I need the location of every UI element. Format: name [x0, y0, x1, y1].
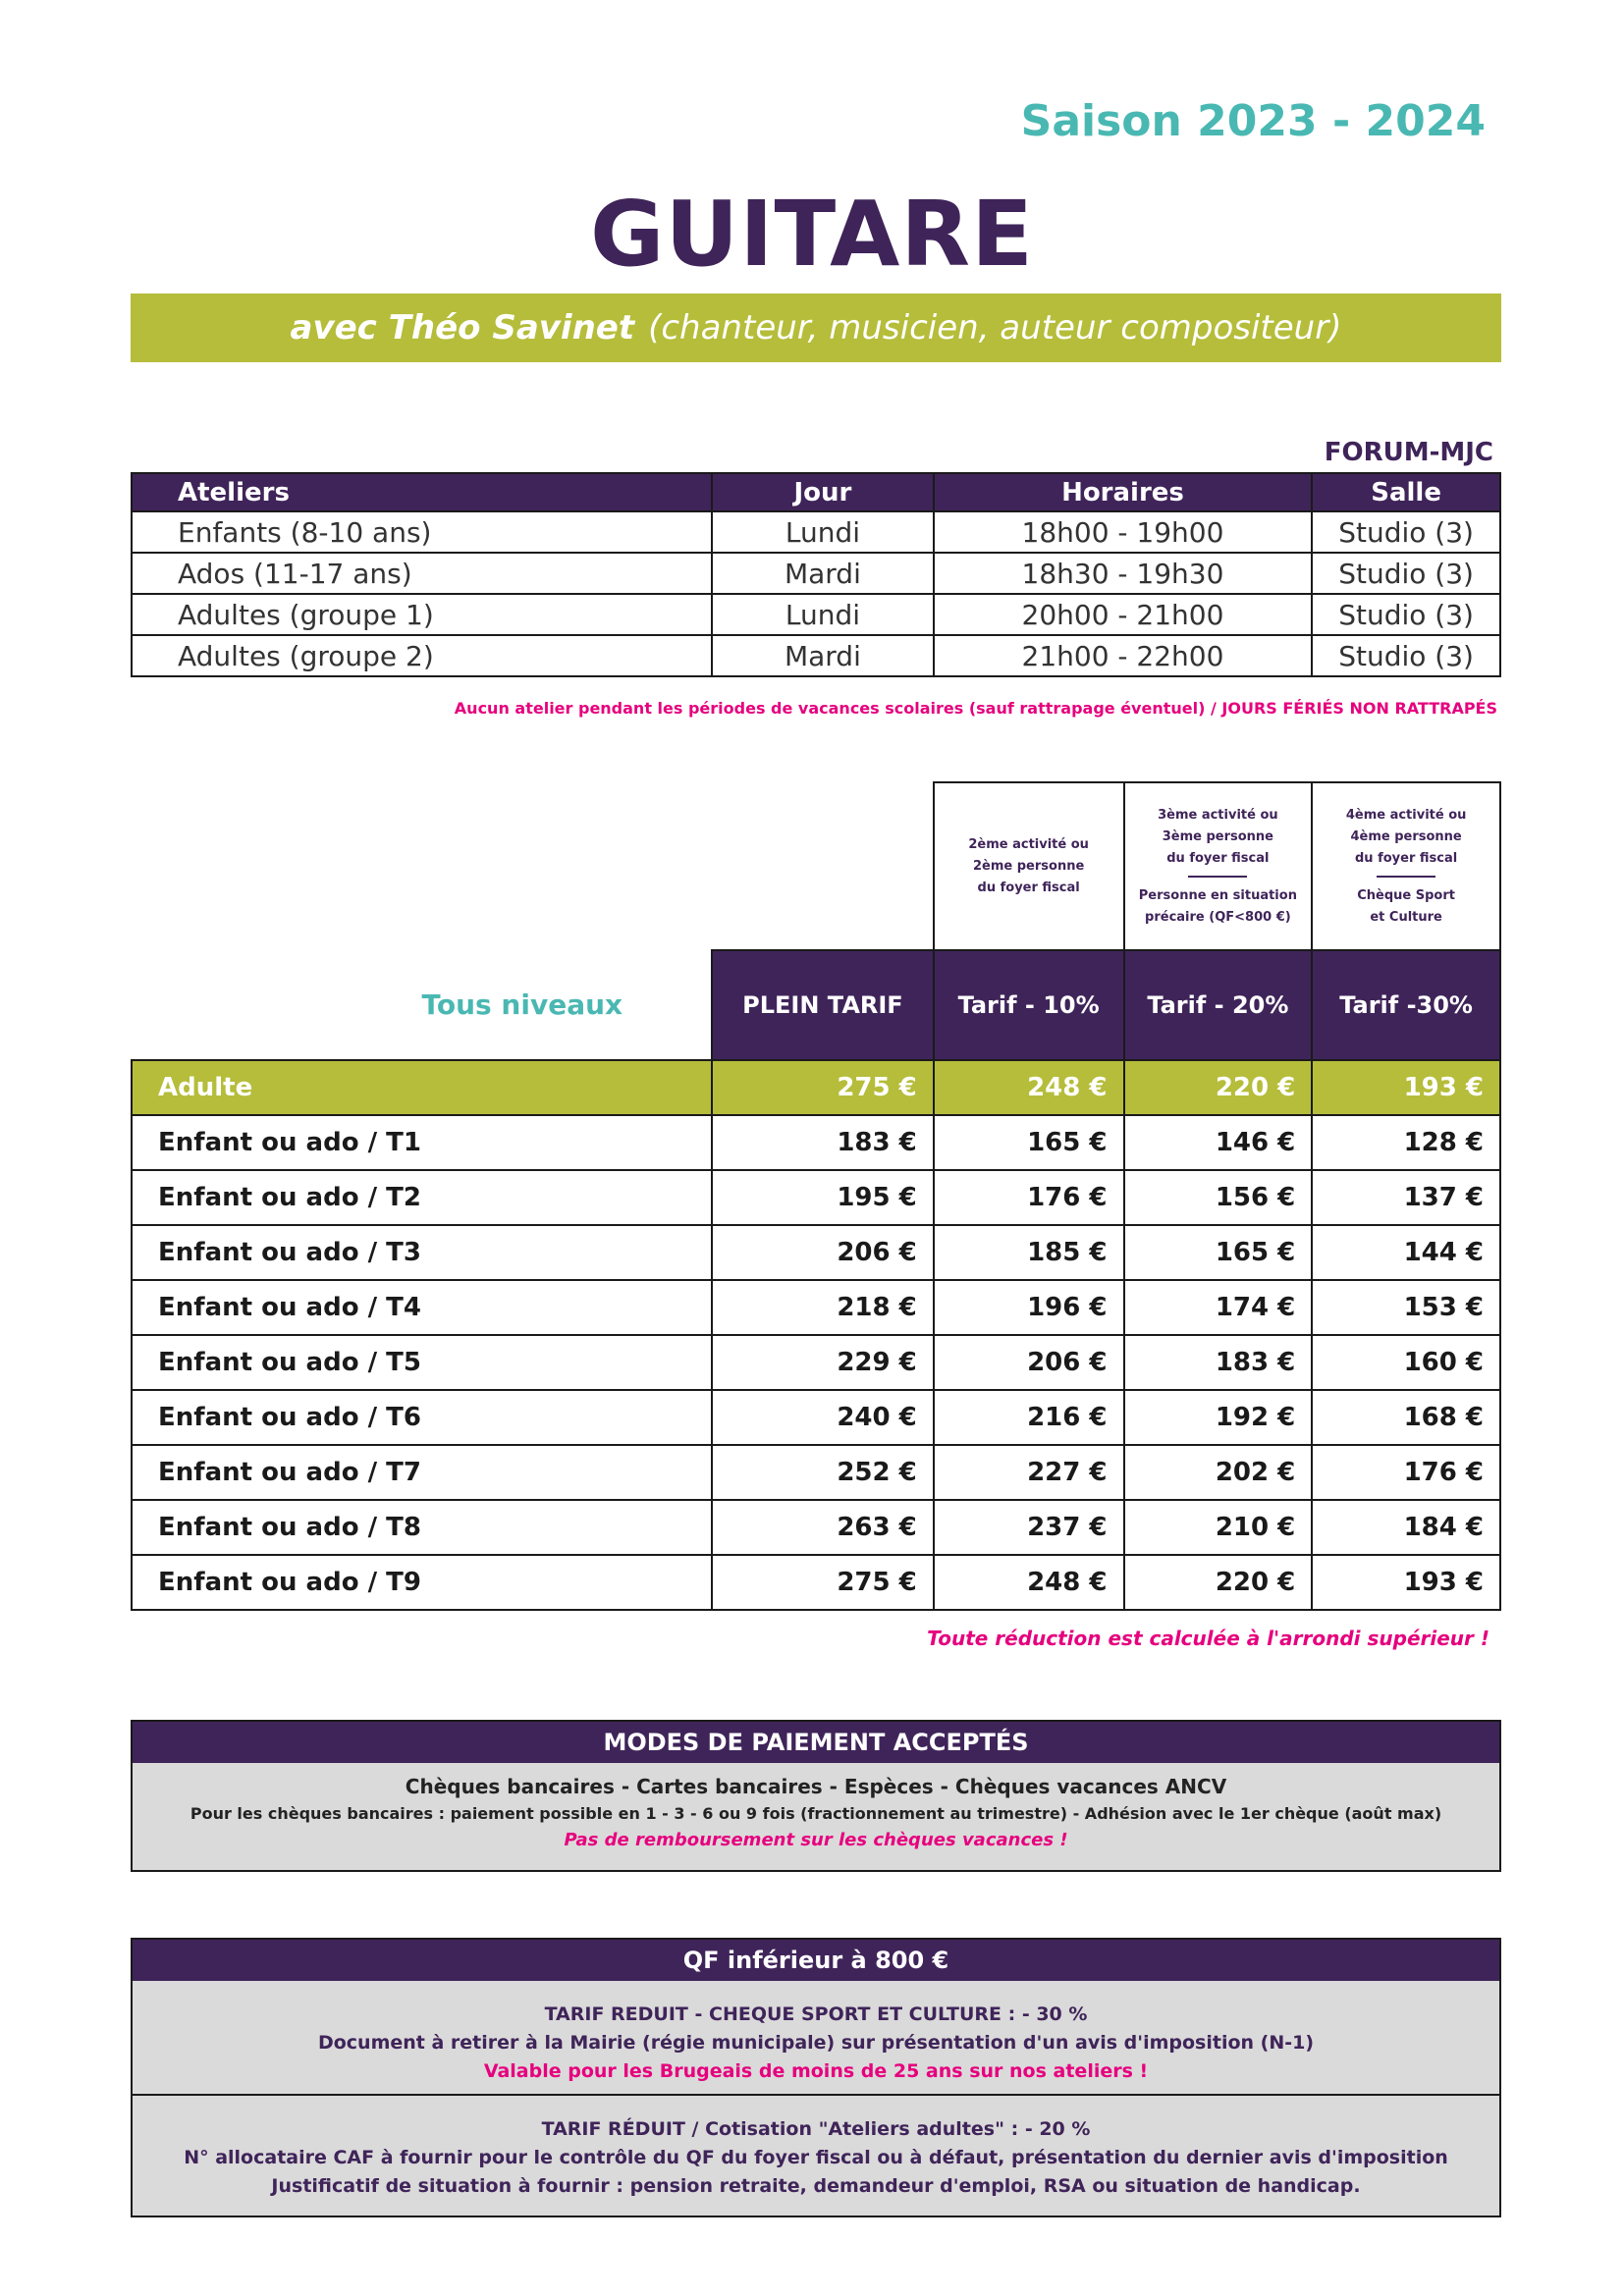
price-cell: 156 € [1124, 1170, 1313, 1225]
day-cell: Lundi [712, 511, 934, 553]
caption-10: 2ème activité ou 2ème personne du foyer fiscal [934, 782, 1124, 950]
table-row [132, 635, 1500, 676]
holidays-note: Aucun atelier pendant les périodes de vacances scolaires (sauf rattrapage éventuel) / JOURS FÉRIÉS NON RATTRAPÉS [454, 699, 1497, 718]
caption-divider [1188, 876, 1247, 878]
payment-warning: Pas de remboursement sur les chèques vacances ! [564, 1830, 1068, 1850]
price-cell: 165 € [1124, 1225, 1313, 1280]
schedule-header-row [132, 473, 1500, 511]
price-cell: 202 € [1124, 1445, 1313, 1500]
row-label: Enfant ou ado / T4 [132, 1280, 712, 1335]
price-cell: 176 € [934, 1170, 1124, 1225]
atelier-cell: Adultes (groupe 1) [132, 594, 712, 635]
table-row [132, 511, 1500, 553]
level-label: Tous niveaux [421, 988, 623, 1021]
qf-adults: TARIF RÉDUIT / Cotisation "Ateliers adultes" : - 20 % N° allocataire CAF à fournir pour le contrôle du QF du foyer fiscal ou à défaut, présentation du dernier avis d'imposition Justificatif de situation à fournir : pension retraite, demandeur d'emploi, RSA ou situation de handicap. [133, 2096, 1499, 2216]
price-cell: 137 € [1312, 1170, 1500, 1225]
schedule-header: Horaires [934, 473, 1312, 511]
day-cell: Mardi [712, 635, 934, 676]
room-cell: Studio (3) [1312, 553, 1500, 594]
price-header: Tarif -30% [1312, 950, 1500, 1060]
caption-30: 4ème activité ou 4ème personne du foyer fiscal Chèque Sport et Culture [1312, 782, 1500, 950]
table-row [132, 1500, 1500, 1555]
price-cell: 206 € [712, 1225, 934, 1280]
price-cell: 275 € [712, 1555, 934, 1610]
payment-title: MODES DE PAIEMENT ACCEPTÉS [133, 1722, 1499, 1763]
qf-box [131, 1938, 1501, 2217]
table-row [132, 1445, 1500, 1500]
row-label: Enfant ou ado / T9 [132, 1555, 712, 1610]
price-cell: 193 € [1312, 1555, 1500, 1610]
table-row [132, 553, 1500, 594]
caption-20: 3ème activité ou 3ème personne du foyer fiscal Personne en situation précaire (QF<800 €) [1124, 782, 1313, 950]
schedule-header: Ateliers [132, 473, 712, 511]
price-header: PLEIN TARIF [712, 950, 934, 1060]
rounding-note: Toute réduction est calculée à l'arrondi supérieur ! [927, 1627, 1489, 1650]
price-cell: 220 € [1124, 1060, 1313, 1115]
price-cell: 165 € [934, 1115, 1124, 1170]
price-cell: 248 € [934, 1555, 1124, 1610]
price-cell: 210 € [1124, 1500, 1313, 1555]
qf-sport-culture: TARIF REDUIT - CHEQUE SPORT ET CULTURE : - 30 % Document à retirer à la Mairie (régie municipale) sur présentation d'un avis d'imposition (N-1) Valable pour les Brugeais de moins de 25 ans sur nos ateliers ! [133, 1981, 1499, 2096]
price-cell: 216 € [934, 1390, 1124, 1445]
table-row [132, 1390, 1500, 1445]
price-cell: 184 € [1312, 1500, 1500, 1555]
price-cell: 144 € [1312, 1225, 1500, 1280]
price-header: Tarif - 20% [1124, 950, 1313, 1060]
price-cell: 237 € [934, 1500, 1124, 1555]
price-cell: 240 € [712, 1390, 934, 1445]
price-cell: 195 € [712, 1170, 934, 1225]
hours-cell: 18h30 - 19h30 [934, 553, 1312, 594]
payment-cheque-terms: Pour les chèques bancaires : paiement possible en 1 - 3 - 6 ou 9 fois (fractionnement au trimestre) - Adhésion avec le 1er chèque (août max) [189, 1804, 1442, 1823]
table-row [132, 1280, 1500, 1335]
qf-title: QF inférieur à 800 € [133, 1940, 1499, 1981]
price-cell: 128 € [1312, 1115, 1500, 1170]
row-label: Enfant ou ado / T5 [132, 1335, 712, 1390]
row-label: Enfant ou ado / T1 [132, 1115, 712, 1170]
schedule-header: Jour [712, 473, 934, 511]
price-cell: 196 € [934, 1280, 1124, 1335]
schedule-header: Salle [1312, 473, 1500, 511]
table-row [132, 594, 1500, 635]
atelier-cell: Enfants (8-10 ans) [132, 511, 712, 553]
row-label: Adulte [132, 1060, 712, 1115]
price-cell: 176 € [1312, 1445, 1500, 1500]
price-cell: 252 € [712, 1445, 934, 1500]
payment-body [133, 1763, 1499, 1870]
price-cell: 218 € [712, 1280, 934, 1335]
row-label: Enfant ou ado / T2 [132, 1170, 712, 1225]
location-label: FORUM-MJC [1324, 438, 1493, 467]
hours-cell: 18h00 - 19h00 [934, 511, 1312, 553]
atelier-cell: Adultes (groupe 2) [132, 635, 712, 676]
day-cell: Lundi [712, 594, 934, 635]
caption-row [132, 782, 1500, 950]
table-row [132, 1335, 1500, 1390]
table-row [132, 1115, 1500, 1170]
table-row [132, 1060, 1500, 1115]
atelier-cell: Ados (11-17 ans) [132, 553, 712, 594]
row-label: Enfant ou ado / T7 [132, 1445, 712, 1500]
price-cell: 192 € [1124, 1390, 1313, 1445]
teacher-role: (chanteur, musicien, auteur compositeur) [648, 308, 1342, 347]
table-row [132, 1225, 1500, 1280]
price-header: Tarif - 10% [934, 950, 1124, 1060]
row-label: Enfant ou ado / T3 [132, 1225, 712, 1280]
teacher-banner [131, 294, 1501, 362]
season-label: Saison 2023 - 2024 [1020, 96, 1486, 146]
price-cell: 248 € [934, 1060, 1124, 1115]
price-cell: 183 € [1124, 1335, 1313, 1390]
price-cell: 220 € [1124, 1555, 1313, 1610]
room-cell: Studio (3) [1312, 511, 1500, 553]
table-row [132, 1555, 1500, 1610]
price-cell: 185 € [934, 1225, 1124, 1280]
hours-cell: 21h00 - 22h00 [934, 635, 1312, 676]
price-cell: 160 € [1312, 1335, 1500, 1390]
row-label: Enfant ou ado / T8 [132, 1500, 712, 1555]
price-cell: 229 € [712, 1335, 934, 1390]
price-cell: 275 € [712, 1060, 934, 1115]
hours-cell: 20h00 - 21h00 [934, 594, 1312, 635]
payment-methods: Chèques bancaires - Cartes bancaires - Espèces - Chèques vacances ANCV [405, 1775, 1227, 1798]
teacher-name: avec Théo Savinet [290, 308, 635, 347]
price-header-row [132, 950, 1500, 1060]
price-cell: 153 € [1312, 1280, 1500, 1335]
room-cell: Studio (3) [1312, 594, 1500, 635]
table-row [132, 1170, 1500, 1225]
page-title: GUITARE [590, 182, 1034, 287]
price-cell: 227 € [934, 1445, 1124, 1500]
price-cell: 183 € [712, 1115, 934, 1170]
price-cell: 146 € [1124, 1115, 1313, 1170]
price-cell: 263 € [712, 1500, 934, 1555]
schedule-table [131, 472, 1501, 677]
row-label: Enfant ou ado / T6 [132, 1390, 712, 1445]
day-cell: Mardi [712, 553, 934, 594]
caption-divider [1377, 876, 1435, 878]
price-cell: 168 € [1312, 1390, 1500, 1445]
price-table [131, 781, 1501, 1611]
price-cell: 174 € [1124, 1280, 1313, 1335]
payment-box [131, 1720, 1501, 1872]
room-cell: Studio (3) [1312, 635, 1500, 676]
price-cell: 206 € [934, 1335, 1124, 1390]
price-cell: 193 € [1312, 1060, 1500, 1115]
